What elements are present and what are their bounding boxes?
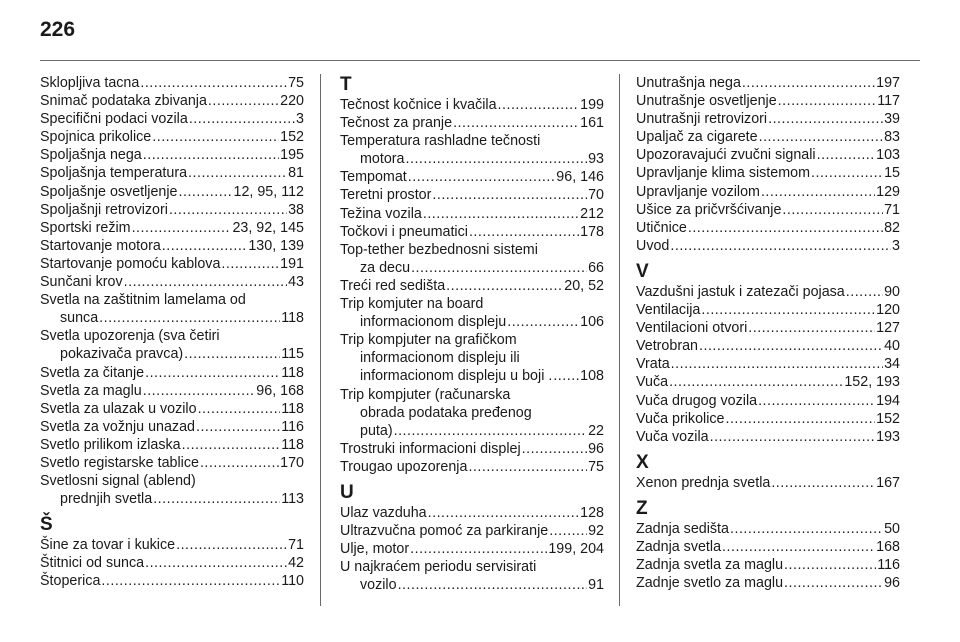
index-page-ref: 194 xyxy=(876,392,900,409)
index-page-ref: 38 xyxy=(288,201,304,218)
index-page-ref: 81 xyxy=(288,165,304,182)
index-term: Svetlo registarske tablice xyxy=(40,454,199,471)
dot-leader xyxy=(189,110,295,128)
index-term: Trip kompjuter na grafičkom xyxy=(340,332,517,349)
dot-leader xyxy=(742,74,875,92)
index-term: Spoljašnja temperatura xyxy=(40,165,188,182)
dot-leader xyxy=(669,373,843,391)
dot-leader xyxy=(846,283,883,301)
index-entry xyxy=(636,92,900,110)
dot-leader xyxy=(778,92,877,110)
dot-leader xyxy=(710,428,876,446)
dot-leader xyxy=(811,164,883,182)
index-term: Ventilacija xyxy=(636,302,701,319)
index-term: Tečnost za pranje xyxy=(340,115,453,132)
index-entry xyxy=(636,146,900,164)
index-term: Top-tether bezbednosni sistemi xyxy=(340,241,538,258)
index-entry xyxy=(340,540,604,558)
index-entry xyxy=(340,96,604,114)
index-column-2 xyxy=(340,74,604,594)
dot-leader xyxy=(759,128,884,146)
index-entry xyxy=(40,128,304,146)
dot-leader xyxy=(99,309,280,327)
index-entry xyxy=(40,255,304,273)
index-page-ref: 43 xyxy=(288,274,304,291)
index-term: Svetla upozorenja (sva četiri xyxy=(40,328,220,345)
index-term: Specifični podaci vozila xyxy=(40,111,188,128)
index-term: Svetlo prilikom izlaska xyxy=(40,436,181,453)
dot-leader xyxy=(507,313,579,331)
index-page-ref: 167 xyxy=(876,474,900,491)
index-entry xyxy=(636,574,900,592)
index-page-ref: 168 xyxy=(876,538,900,555)
index-entry xyxy=(636,183,900,201)
index-page-ref: 20, 52 xyxy=(564,277,604,294)
index-term: Svetla za maglu xyxy=(40,382,142,399)
index-entry xyxy=(40,201,304,219)
index-page-ref: 118 xyxy=(281,364,304,381)
dot-leader xyxy=(221,255,279,273)
index-entry xyxy=(40,110,304,128)
index-page-ref: 118 xyxy=(281,400,304,417)
index-page-ref: 22 xyxy=(588,422,604,439)
index-term: Startovanje pomoću kablova xyxy=(40,255,221,272)
index-page-ref: 118 xyxy=(281,310,304,327)
index-page-ref: 3 xyxy=(892,237,900,254)
index-entry xyxy=(636,556,900,574)
index-term: Vrata xyxy=(636,356,670,373)
index-entry xyxy=(636,301,900,319)
dot-leader xyxy=(468,458,587,476)
dot-leader xyxy=(200,454,279,472)
dot-leader xyxy=(188,164,287,182)
dot-leader xyxy=(394,422,588,440)
dot-leader xyxy=(169,201,287,219)
index-page-ref: 96, 146 xyxy=(556,169,604,186)
dot-leader xyxy=(408,168,556,186)
index-term: Trostruki informacioni displej xyxy=(340,440,521,457)
index-entry xyxy=(636,74,900,92)
index-term: Zadnja svetla za maglu xyxy=(636,557,784,574)
dot-leader xyxy=(817,146,876,164)
dot-leader xyxy=(182,436,281,454)
index-page-ref: 116 xyxy=(281,418,304,435)
index-term: Unutrašnji retrovizori xyxy=(636,111,768,128)
dot-leader xyxy=(208,92,279,110)
dot-leader xyxy=(406,150,588,168)
dot-leader xyxy=(670,237,891,255)
index-page-ref: 170 xyxy=(280,454,304,471)
index-entry xyxy=(40,454,304,472)
dot-leader xyxy=(184,345,280,363)
index-page-ref: 40 xyxy=(884,338,900,355)
index-term: informacionom displeju u boji . xyxy=(360,368,553,385)
index-entry xyxy=(636,201,900,219)
index-entry xyxy=(636,237,900,255)
index-entry xyxy=(40,183,304,201)
dot-leader xyxy=(411,259,587,277)
index-entry xyxy=(40,327,304,363)
index-term: informacionom displeju xyxy=(360,314,507,331)
index-page-ref: 110 xyxy=(281,573,304,590)
index-page-ref: 103 xyxy=(876,147,900,164)
index-term: Štoperica xyxy=(40,573,101,590)
index-page-ref: 34 xyxy=(884,356,900,373)
index-entry xyxy=(340,558,604,594)
index-letter-heading: V xyxy=(636,260,649,282)
index-term: Ulaz vazduha xyxy=(340,504,427,521)
index-entry xyxy=(340,223,604,241)
index-page-ref: 39 xyxy=(884,111,900,128)
index-page-ref: 90 xyxy=(884,283,900,300)
dot-leader xyxy=(784,574,883,592)
index-entry xyxy=(40,472,304,508)
index-term: Startovanje motora xyxy=(40,237,161,254)
dot-leader xyxy=(725,410,875,428)
index-entry xyxy=(340,168,604,186)
index-page-ref: 191 xyxy=(280,255,304,272)
index-entry xyxy=(340,241,604,277)
index-term: Upozoravajući zvučni signali xyxy=(636,147,816,164)
index-page-ref: 23, 92, 145 xyxy=(232,219,304,236)
index-letter-heading: T xyxy=(340,74,352,95)
index-page-ref: 115 xyxy=(281,346,304,363)
dot-leader xyxy=(143,146,279,164)
index-entry xyxy=(40,572,304,590)
index-page-ref: 96 xyxy=(588,440,604,457)
dot-leader xyxy=(453,114,579,132)
index-term: Sunčani krov xyxy=(40,274,123,291)
index-entry xyxy=(340,277,604,295)
dot-leader xyxy=(198,400,281,418)
dot-leader xyxy=(398,576,588,594)
index-entry xyxy=(40,237,304,255)
index-term: Spoljašnja nega xyxy=(40,147,142,164)
index-entry xyxy=(636,428,900,446)
index-term: Vuča prikolice xyxy=(636,410,725,427)
dot-leader xyxy=(179,183,233,201)
dot-leader xyxy=(162,237,248,255)
index-entry xyxy=(40,92,304,110)
dot-leader xyxy=(432,186,587,204)
index-term: Svetla za ulazak u vozilo xyxy=(40,400,197,417)
index-term: Šine za tovar i kukice xyxy=(40,537,176,554)
index-term: sunca xyxy=(60,310,99,327)
dot-leader xyxy=(549,522,587,540)
index-term: Sportski režim xyxy=(40,219,131,236)
index-page-ref: 71 xyxy=(288,537,304,554)
index-term: Točkovi i pneumatici xyxy=(340,223,468,240)
index-entry xyxy=(636,128,900,146)
index-term: Uvod xyxy=(636,237,670,254)
dot-leader xyxy=(730,520,883,538)
index-entry xyxy=(636,392,900,410)
index-term: Tečnost kočnice i kvačila xyxy=(340,97,497,113)
index-entry xyxy=(636,410,900,428)
index-page-ref: 113 xyxy=(281,491,304,508)
dot-leader xyxy=(784,556,876,574)
index-page-ref: 193 xyxy=(876,428,900,445)
dot-leader xyxy=(761,183,875,201)
index-term: Svetla za čitanje xyxy=(40,364,145,381)
index-letter-heading: Š xyxy=(40,514,53,536)
dot-leader xyxy=(176,536,287,554)
index-term: Zadnja svetla xyxy=(636,538,722,555)
index-term: Ulje, motor xyxy=(340,541,410,558)
index-page-ref: 82 xyxy=(884,219,900,236)
dot-leader xyxy=(758,392,875,410)
index-letter-heading: X xyxy=(636,451,649,473)
index-page-ref: 128 xyxy=(580,504,604,521)
index-entry xyxy=(636,538,900,556)
dot-leader xyxy=(722,538,875,556)
dot-leader xyxy=(782,201,883,219)
header-rule xyxy=(40,60,920,61)
index-letter-heading: Z xyxy=(636,497,648,519)
index-page-ref: 199, 204 xyxy=(548,541,604,558)
index-page-ref: 96, 168 xyxy=(256,382,304,399)
index-term: pokazivača pravca) xyxy=(60,346,184,363)
page-number: 226 xyxy=(40,18,76,41)
index-entry xyxy=(636,373,900,391)
index-term: Svetlosni signal (ablend) xyxy=(40,473,196,490)
dot-leader xyxy=(140,74,287,92)
index-entry xyxy=(636,283,900,301)
index-page-ref: 152, 193 xyxy=(844,374,900,391)
index-column-1 xyxy=(40,74,304,591)
index-term: U najkraćem periodu servisirati xyxy=(340,559,537,576)
dot-leader xyxy=(145,364,280,382)
index-entry xyxy=(340,504,604,522)
dot-leader xyxy=(124,273,287,291)
index-page-ref: 71 xyxy=(884,201,900,218)
dot-leader xyxy=(446,277,563,295)
index-term: Sklopljiva tacna xyxy=(40,75,140,91)
index-term: puta) xyxy=(360,422,393,439)
index-term: Spoljašnje osvetljenje xyxy=(40,183,178,200)
column-separator xyxy=(320,74,321,606)
index-page-ref: 212 xyxy=(580,205,604,222)
index-page-ref: 42 xyxy=(288,555,304,572)
index-entry xyxy=(636,319,900,337)
index-entry xyxy=(636,520,900,538)
index-term: Ušice za pričvršćivanje xyxy=(636,201,782,218)
dot-leader xyxy=(701,301,875,319)
dot-leader xyxy=(410,540,547,558)
dot-leader xyxy=(196,418,280,436)
index-term: Utičnice xyxy=(636,219,687,236)
index-entry xyxy=(340,440,604,458)
index-page-ref: 195 xyxy=(280,147,304,164)
index-term: Vazdušni jastuk i zatezači pojasa xyxy=(636,283,845,300)
dot-leader xyxy=(498,96,580,114)
dot-leader xyxy=(671,355,883,373)
column-separator xyxy=(619,74,620,606)
index-page-ref: 83 xyxy=(884,129,900,146)
index-entry xyxy=(340,114,604,132)
index-term: motora xyxy=(360,151,405,168)
index-term: za decu xyxy=(360,259,411,276)
index-page-ref: 108 xyxy=(580,368,604,385)
index-page-ref: 92 xyxy=(588,523,604,540)
index-term: prednjih svetla xyxy=(60,491,153,508)
index-page-ref: 220 xyxy=(280,93,304,110)
index-page-ref: 96 xyxy=(884,575,900,592)
index-page-ref: 75 xyxy=(588,458,604,475)
index-term: Vuča xyxy=(636,374,669,391)
index-term: Vuča vozila xyxy=(636,428,709,445)
index-entry xyxy=(40,273,304,291)
index-entry xyxy=(40,74,304,92)
index-entry xyxy=(40,291,304,327)
index-term: Trougao upozorenja xyxy=(340,458,468,475)
index-term: Zadnja sedišta xyxy=(636,520,729,537)
index-entry xyxy=(40,164,304,182)
index-term: Vuča drugog vozila xyxy=(636,392,758,409)
index-entry xyxy=(40,364,304,382)
index-page-ref: 66 xyxy=(588,259,604,276)
index-term: Vetrobran xyxy=(636,338,698,355)
index-term: vozilo xyxy=(360,577,397,594)
index-column-3 xyxy=(636,74,900,592)
dot-leader xyxy=(699,337,883,355)
index-entry xyxy=(636,355,900,373)
index-entry xyxy=(340,295,604,331)
index-entry xyxy=(40,436,304,454)
index-entry xyxy=(340,386,604,440)
index-entry xyxy=(636,474,900,492)
index-page-ref: 106 xyxy=(580,314,604,331)
index-entry xyxy=(40,219,304,237)
index-term: Spoljašnji retrovizori xyxy=(40,201,168,218)
index-entry xyxy=(340,132,604,168)
dot-leader xyxy=(428,504,580,522)
dot-leader xyxy=(771,474,875,492)
index-term: Upaljač za cigarete xyxy=(636,129,758,146)
index-page-ref: 116 xyxy=(877,557,900,574)
index-page-ref: 117 xyxy=(877,93,900,110)
index-page-ref: 178 xyxy=(580,223,604,240)
index-term: Svetla na zaštitnim lamelama od xyxy=(40,292,246,309)
dot-leader xyxy=(423,205,579,223)
index-entry xyxy=(40,554,304,572)
index-page-ref: 130, 139 xyxy=(248,237,304,254)
index-entry xyxy=(636,337,900,355)
index-term: Trip kompjuter (računarska xyxy=(340,386,511,403)
index-entry xyxy=(40,382,304,400)
index-page-ref: 152 xyxy=(876,410,900,427)
index-term: informacionom displeju ili xyxy=(360,350,520,367)
index-term: Štitnici od sunca xyxy=(40,555,145,572)
index-page-ref: 118 xyxy=(281,436,304,453)
dot-leader xyxy=(688,219,883,237)
index-entry xyxy=(340,458,604,476)
dot-leader xyxy=(522,440,587,458)
index-term: Unutrašnje osvetljenje xyxy=(636,93,777,110)
index-entry xyxy=(636,110,900,128)
index-entry xyxy=(40,146,304,164)
dot-leader xyxy=(153,490,280,508)
dot-leader xyxy=(469,223,579,241)
dot-leader xyxy=(768,110,883,128)
index-page-ref: 152 xyxy=(280,129,304,146)
index-entry xyxy=(340,186,604,204)
index-page-ref: 197 xyxy=(876,75,900,91)
dot-leader xyxy=(101,572,280,590)
index-page-ref: 161 xyxy=(580,115,604,132)
index-term: Unutrašnja nega xyxy=(636,75,741,91)
index-page-ref: 129 xyxy=(876,183,900,200)
index-page-ref: 93 xyxy=(588,151,604,168)
index-entry xyxy=(340,331,604,385)
index-page-ref: 70 xyxy=(588,187,604,204)
index-page-ref: 12, 95, 112 xyxy=(233,183,304,200)
index-entry xyxy=(40,400,304,418)
index-term: Teretni prostor xyxy=(340,187,432,204)
index-page-ref: 91 xyxy=(588,577,604,594)
index-term: Temperatura rashladne tečnosti xyxy=(340,133,541,150)
dot-leader xyxy=(553,367,579,385)
index-page-ref: 50 xyxy=(884,520,900,537)
index-letter-heading: U xyxy=(340,481,354,503)
dot-leader xyxy=(132,219,232,237)
index-page-ref: 127 xyxy=(876,320,900,337)
index-entry xyxy=(636,164,900,182)
dot-leader xyxy=(748,319,875,337)
index-term: Upravljanje klima sistemom xyxy=(636,165,810,182)
index-entry xyxy=(340,522,604,540)
index-page-ref: 120 xyxy=(876,302,900,319)
dot-leader xyxy=(152,128,279,146)
index-term: Spojnica prikolice xyxy=(40,129,152,146)
index-term: Xenon prednja svetla xyxy=(636,474,771,491)
index-entry xyxy=(636,219,900,237)
index-page-ref: 199 xyxy=(580,97,604,113)
index-term: obrada podataka pređenog xyxy=(360,404,532,421)
index-term: Upravljanje vozilom xyxy=(636,183,760,200)
index-term: Tempomat xyxy=(340,169,407,186)
index-term: Ultrazvučna pomoć za parkiranje xyxy=(340,523,549,540)
index-term: Snimač podataka zbivanja xyxy=(40,93,207,110)
index-entry xyxy=(40,418,304,436)
index-term: Zadnje svetlo za maglu xyxy=(636,575,784,592)
index-term: Težina vozila xyxy=(340,205,422,222)
index-term: Ventilacioni otvori xyxy=(636,320,748,337)
index-term: Treći red sedišta xyxy=(340,277,446,294)
dot-leader xyxy=(143,382,256,400)
dot-leader xyxy=(145,554,287,572)
index-page-ref: 75 xyxy=(288,75,304,91)
index-page-ref: 3 xyxy=(296,111,304,128)
index-entry xyxy=(40,536,304,554)
index-page-ref: 15 xyxy=(884,165,900,182)
index-term: Trip komjuter na board xyxy=(340,296,484,313)
index-term: Svetla za vožnju unazad xyxy=(40,418,195,435)
index-entry xyxy=(340,205,604,223)
